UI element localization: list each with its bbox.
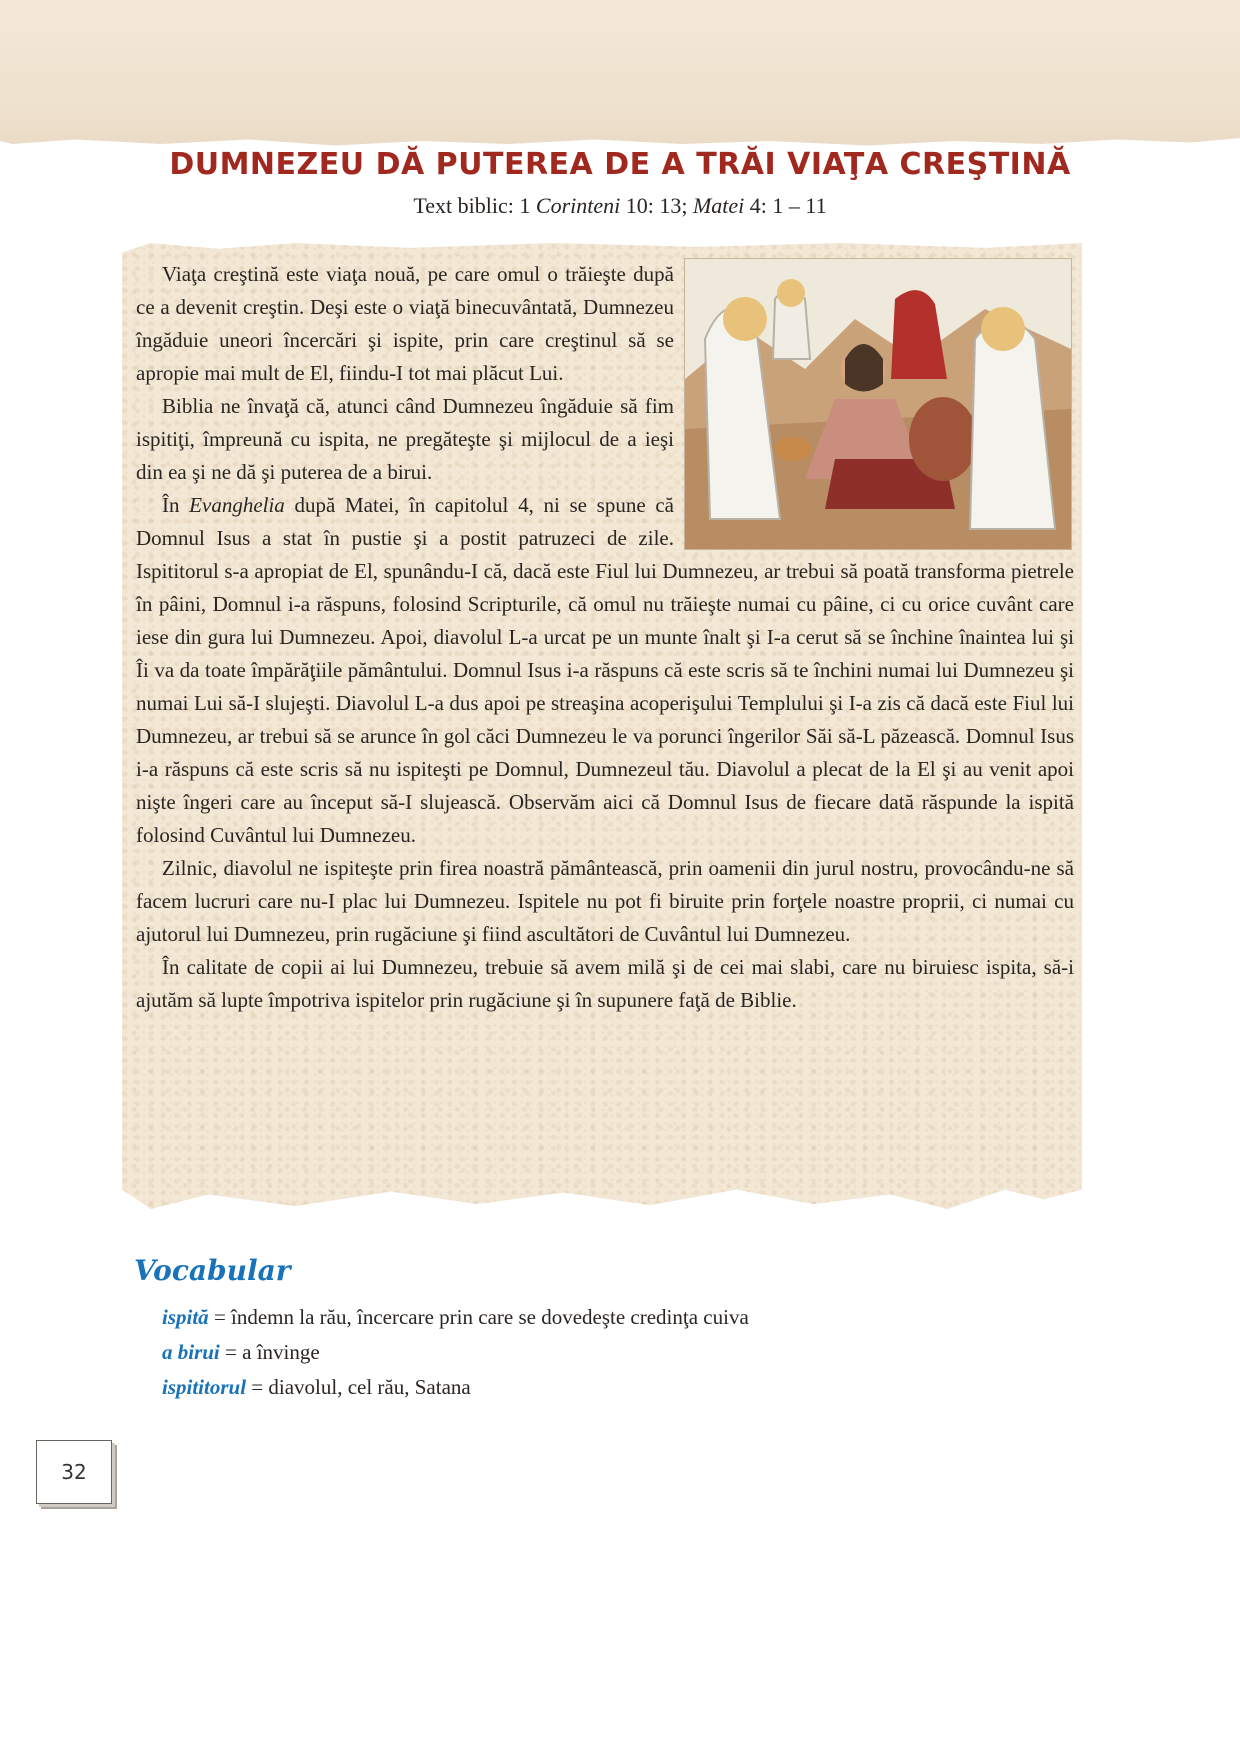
- bible-reference-book-1: Corinteni: [535, 193, 621, 218]
- bible-reference-book-2: Matei: [692, 193, 745, 218]
- vocabulary-term: ispititorul: [162, 1375, 247, 1399]
- evanghelia-word: Evanghelia: [189, 493, 285, 517]
- vocabulary-heading: Vocabular: [134, 1254, 291, 1287]
- page-title: DUMNEZEU DĂ PUTEREA DE A TRĂI VIAŢA CREŞTINĂ: [169, 147, 1071, 182]
- paragraph-4: Zilnic, diavolul ne ispiteşte prin firea noastră pământească, prin oamenii din jurul nostru, provocându-ne să facem lucruri care nu-I plac lui Dumnezeu. Ispitele nu pot fi biruite prin forţele noastre proprii, ci numai cu ajutorul lui Dumnezeu, prin rugăciune şi fiind ascultători de Cuvântul lui Dumnezeu.: [136, 856, 1074, 946]
- vocabulary-item: [162, 1300, 1062, 1335]
- vocabulary-definition: = a învinge: [219, 1340, 320, 1364]
- vocabulary-definition: = diavolul, cel rău, Satana: [246, 1375, 471, 1399]
- vocabulary-item: [162, 1335, 1062, 1370]
- bible-reference: [0, 193, 1240, 219]
- vocabulary-definition: = îndemn la rău, încercare prin care se dovedeşte credinţa cuiva: [208, 1305, 749, 1329]
- bible-reference-prefix: Text biblic: 1: [413, 193, 536, 218]
- bible-reference-mid: 10: 13;: [620, 193, 693, 218]
- paragraph-1: Viaţa creştină este viaţa nouă, pe care omul o trăieşte după ce a devenit creştin. Deşi este o viaţă binecuvântată, Dumnezeu îngăduie uneori încercări şi ispite, prin care creştinul să se apropie mai mult de El, fiindu-I tot mai plăcut Lui.: [136, 262, 674, 385]
- vocabulary-item: [162, 1370, 1062, 1405]
- vocabulary-list: [162, 1300, 1062, 1405]
- vocabulary-term: a birui: [162, 1340, 220, 1364]
- paragraph-3-lead: În: [162, 493, 190, 517]
- vocabulary-term: ispită: [162, 1305, 209, 1329]
- page-number-box: [36, 1440, 112, 1504]
- top-paper-band: [0, 0, 1240, 150]
- paragraph-2: Biblia ne învaţă că, atunci când Dumnezeu îngăduie să fim ispitiţi, împreună cu ispita, ne pregăteşte şi mijlocul de a ieşi din ea şi ne dă şi puterea de a birui.: [136, 394, 674, 484]
- paragraph-3-rest: după Matei, în capitolul 4, ni se spune că Domnul Isus a stat în pustie şi a postit patruzeci de zile. Ispititorul s-a apropiat de El, spunându-I că, dacă este Fiul lui Dumnezeu, ar trebui să poată transforma pietrele în pâini, Domnul i-a răspuns, folosind Scripturile, că omul nu trăieşte numai cu pâine, ci cu orice cuvânt care iese din gura lui Dumnezeu. Apoi, diavolul L-a urcat pe un munte înalt şi I-a cerut să se închine înaintea lui şi Îi va da toate împărăţiile pământului. Domnul Isus i-a răspuns că este scris să te închini numai lui Dumnezeu şi numai Lui să-I slujeşti. Diavolul L-a dus apoi pe streaşina acoperişului Templului şi I-a zis că dacă este Fiul lui Dumnezeu, ar trebui să se arunce în gol căci Dumnezeu le va porunci îngerilor Săi să-L păzească. Domnul Isus i-a răspuns că este scris să nu ispiteşti pe Domnul, Dumnezeul tău. Diavolul a plecat de la El şi au venit apoi nişte îngeri care au început să-I slujească. Observăm aici că Domnul Isus de fiecare dată răspunde la ispită folosind Cuvântul lui Dumnezeu.: [136, 493, 1074, 847]
- paragraph-5: În calitate de copii ai lui Dumnezeu, trebuie să avem milă şi de cei mai slabi, care nu biruiesc ispita, să-i ajutăm să lupte împotriva ispitelor prin rugăciune şi în supunere faţă de Biblie.: [136, 955, 1074, 1012]
- article-body: [136, 258, 1074, 1017]
- bible-reference-suffix: 4: 1 – 11: [744, 193, 827, 218]
- illustration-spacer: [674, 258, 1074, 550]
- page-number: 32: [61, 1460, 87, 1484]
